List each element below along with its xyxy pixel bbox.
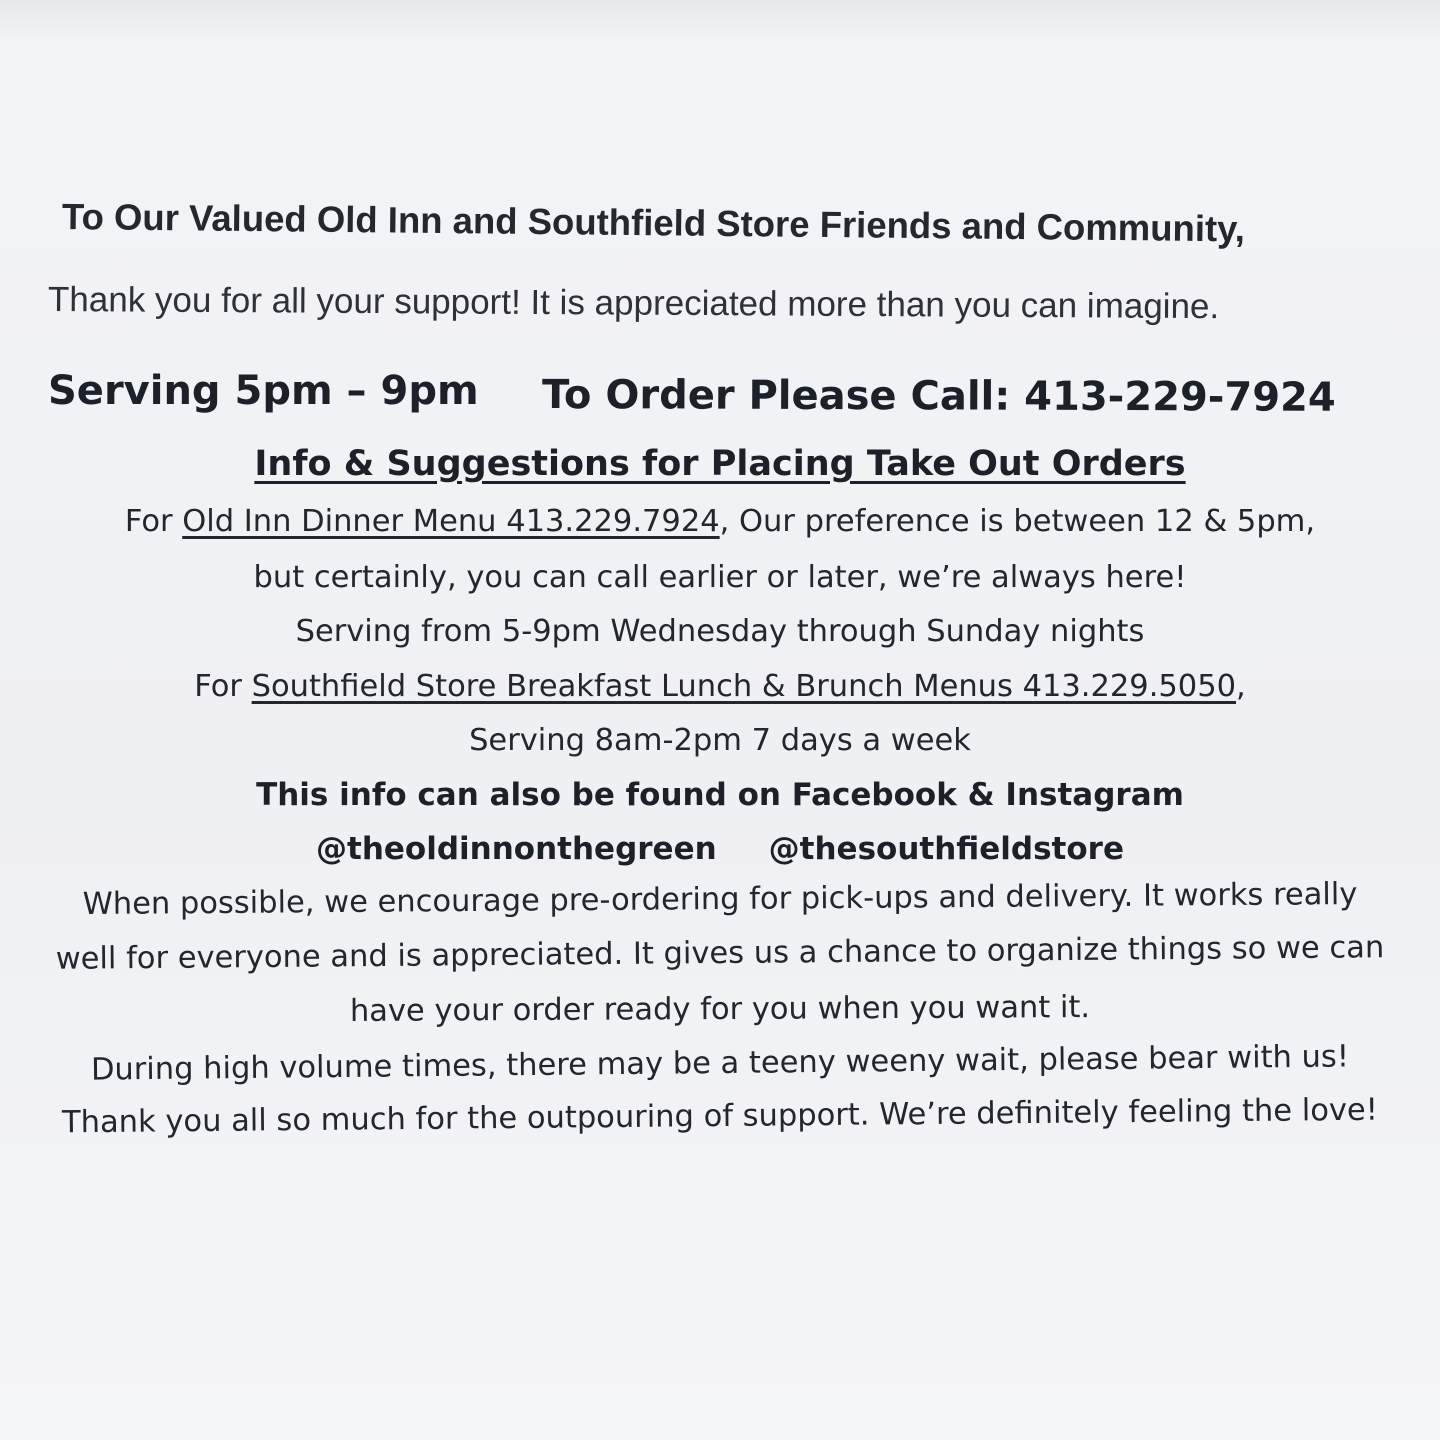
preorder-line: When possible, we encourage pre-ordering for pick-ups and delivery. It works really xyxy=(82,876,1358,923)
old-inn-menu-line xyxy=(0,504,1440,539)
closing-line: Thank you all so much for the outpouring of support. We’re definitely feeling the love! xyxy=(61,1092,1379,1141)
old-inn-hours-line: Serving from 5-9pm Wednesday through Sunday nights xyxy=(295,614,1145,649)
serving-hours: Serving 5pm – 9pm xyxy=(48,368,479,414)
preorder-line: have your order ready for you when you want it. xyxy=(349,990,1091,1029)
southfield-menu-line xyxy=(0,669,1440,704)
thank-you-line: Thank you for all your support! It is appreciated more than you can imagine. xyxy=(47,280,1220,327)
southfield-suffix: , xyxy=(1236,669,1246,704)
southfield-hours-line: Serving 8am-2pm 7 days a week xyxy=(469,723,971,758)
social-handles xyxy=(0,831,1440,867)
order-phone: To Order Please Call: 413-229-7924 xyxy=(541,372,1336,421)
southfield-handle: @thesouthfieldstore xyxy=(768,831,1124,867)
southfield-menu-phone: Southfield Store Breakfast Lunch & Brunch Menus 413.229.5050 xyxy=(251,669,1237,704)
wait-note: During high volume times, there may be a teeny weeny wait, please bear with us! xyxy=(90,1039,1350,1088)
old-inn-prefix: For xyxy=(124,504,183,539)
old-inn-preference: , Our preference is between 12 & 5pm, xyxy=(719,504,1316,539)
old-inn-menu-phone: Old Inn Dinner Menu 413.229.7924 xyxy=(182,504,720,539)
southfield-prefix: For xyxy=(194,669,252,704)
info-heading: Info & Suggestions for Placing Take Out Orders xyxy=(254,444,1186,484)
old-inn-handle: @theoldinnonthegreen xyxy=(316,831,717,867)
call-anytime-line: but certainly, you can call earlier or later, we’re always here! xyxy=(253,560,1187,595)
preorder-line: well for everyone and is appreciated. It gives us a chance to organize things so we can xyxy=(55,930,1385,977)
salutation: To Our Valued Old Inn and Southfield Store Friends and Community, xyxy=(61,196,1246,250)
social-media-note: This info can also be found on Facebook & Instagram xyxy=(256,777,1184,813)
